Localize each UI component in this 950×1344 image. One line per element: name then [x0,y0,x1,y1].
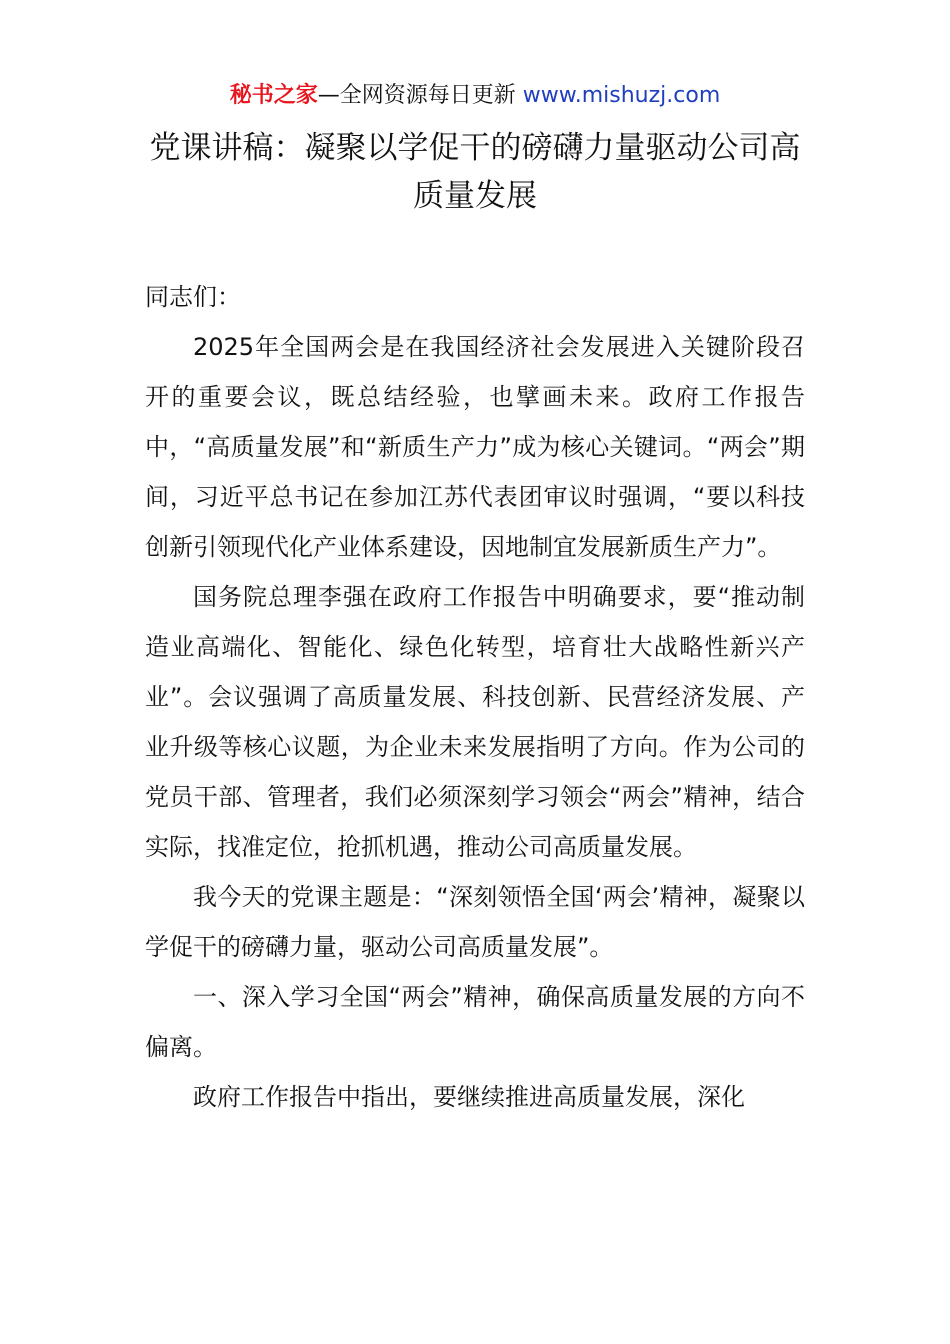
document-body [145,272,805,1122]
section-heading-1: 一、深入学习全国“两会”精神，确保高质量发展的方向不偏离。 [145,983,805,1061]
paragraph-3: 我今天的党课主题是：“深刻领悟全国‘两会’精神，凝聚以学促干的磅礴力量，驱动公司高质量发展”。 [145,883,805,961]
greeting: 同志们： [145,283,241,311]
header-tagline: —全网资源每日更新 [317,83,523,108]
document-title: 党课讲稿：凝聚以学促干的磅礴力量驱动公司高质量发展 [149,130,801,214]
site-header [0,80,950,112]
site-url-link[interactable]: www.mishuzj.com [522,83,721,108]
paragraph-1: 2025年全国两会是在我国经济社会发展进入关键阶段召开的重要会议，既总结经验，也擘画未来。政府工作报告中，“高质量发展”和“新质生产力”成为核心关键词。“两会”期间，习近平总书记在参加江苏代表团审议时强调，“要以科技创新引领现代化产业体系建设，因地制宜发展新质生产力”。 [145,333,805,561]
paragraph-4: 政府工作报告中指出，要继续推进高质量发展，深化 [193,1083,745,1111]
brand-name: 秘书之家 [229,83,318,108]
paragraph-2: 国务院总理李强在政府工作报告中明确要求，要“推动制造业高端化、智能化、绿色化转型，培育壮大战略性新兴产业”。会议强调了高质量发展、科技创新、民营经济发展、产业升级等核心议题，为企业未来发展指明了方向。作为公司的党员干部、管理者，我们必须深刻学习领会“两会”精神，结合实际，找准定位，抢抓机遇，推动公司高质量发展。 [145,583,805,861]
